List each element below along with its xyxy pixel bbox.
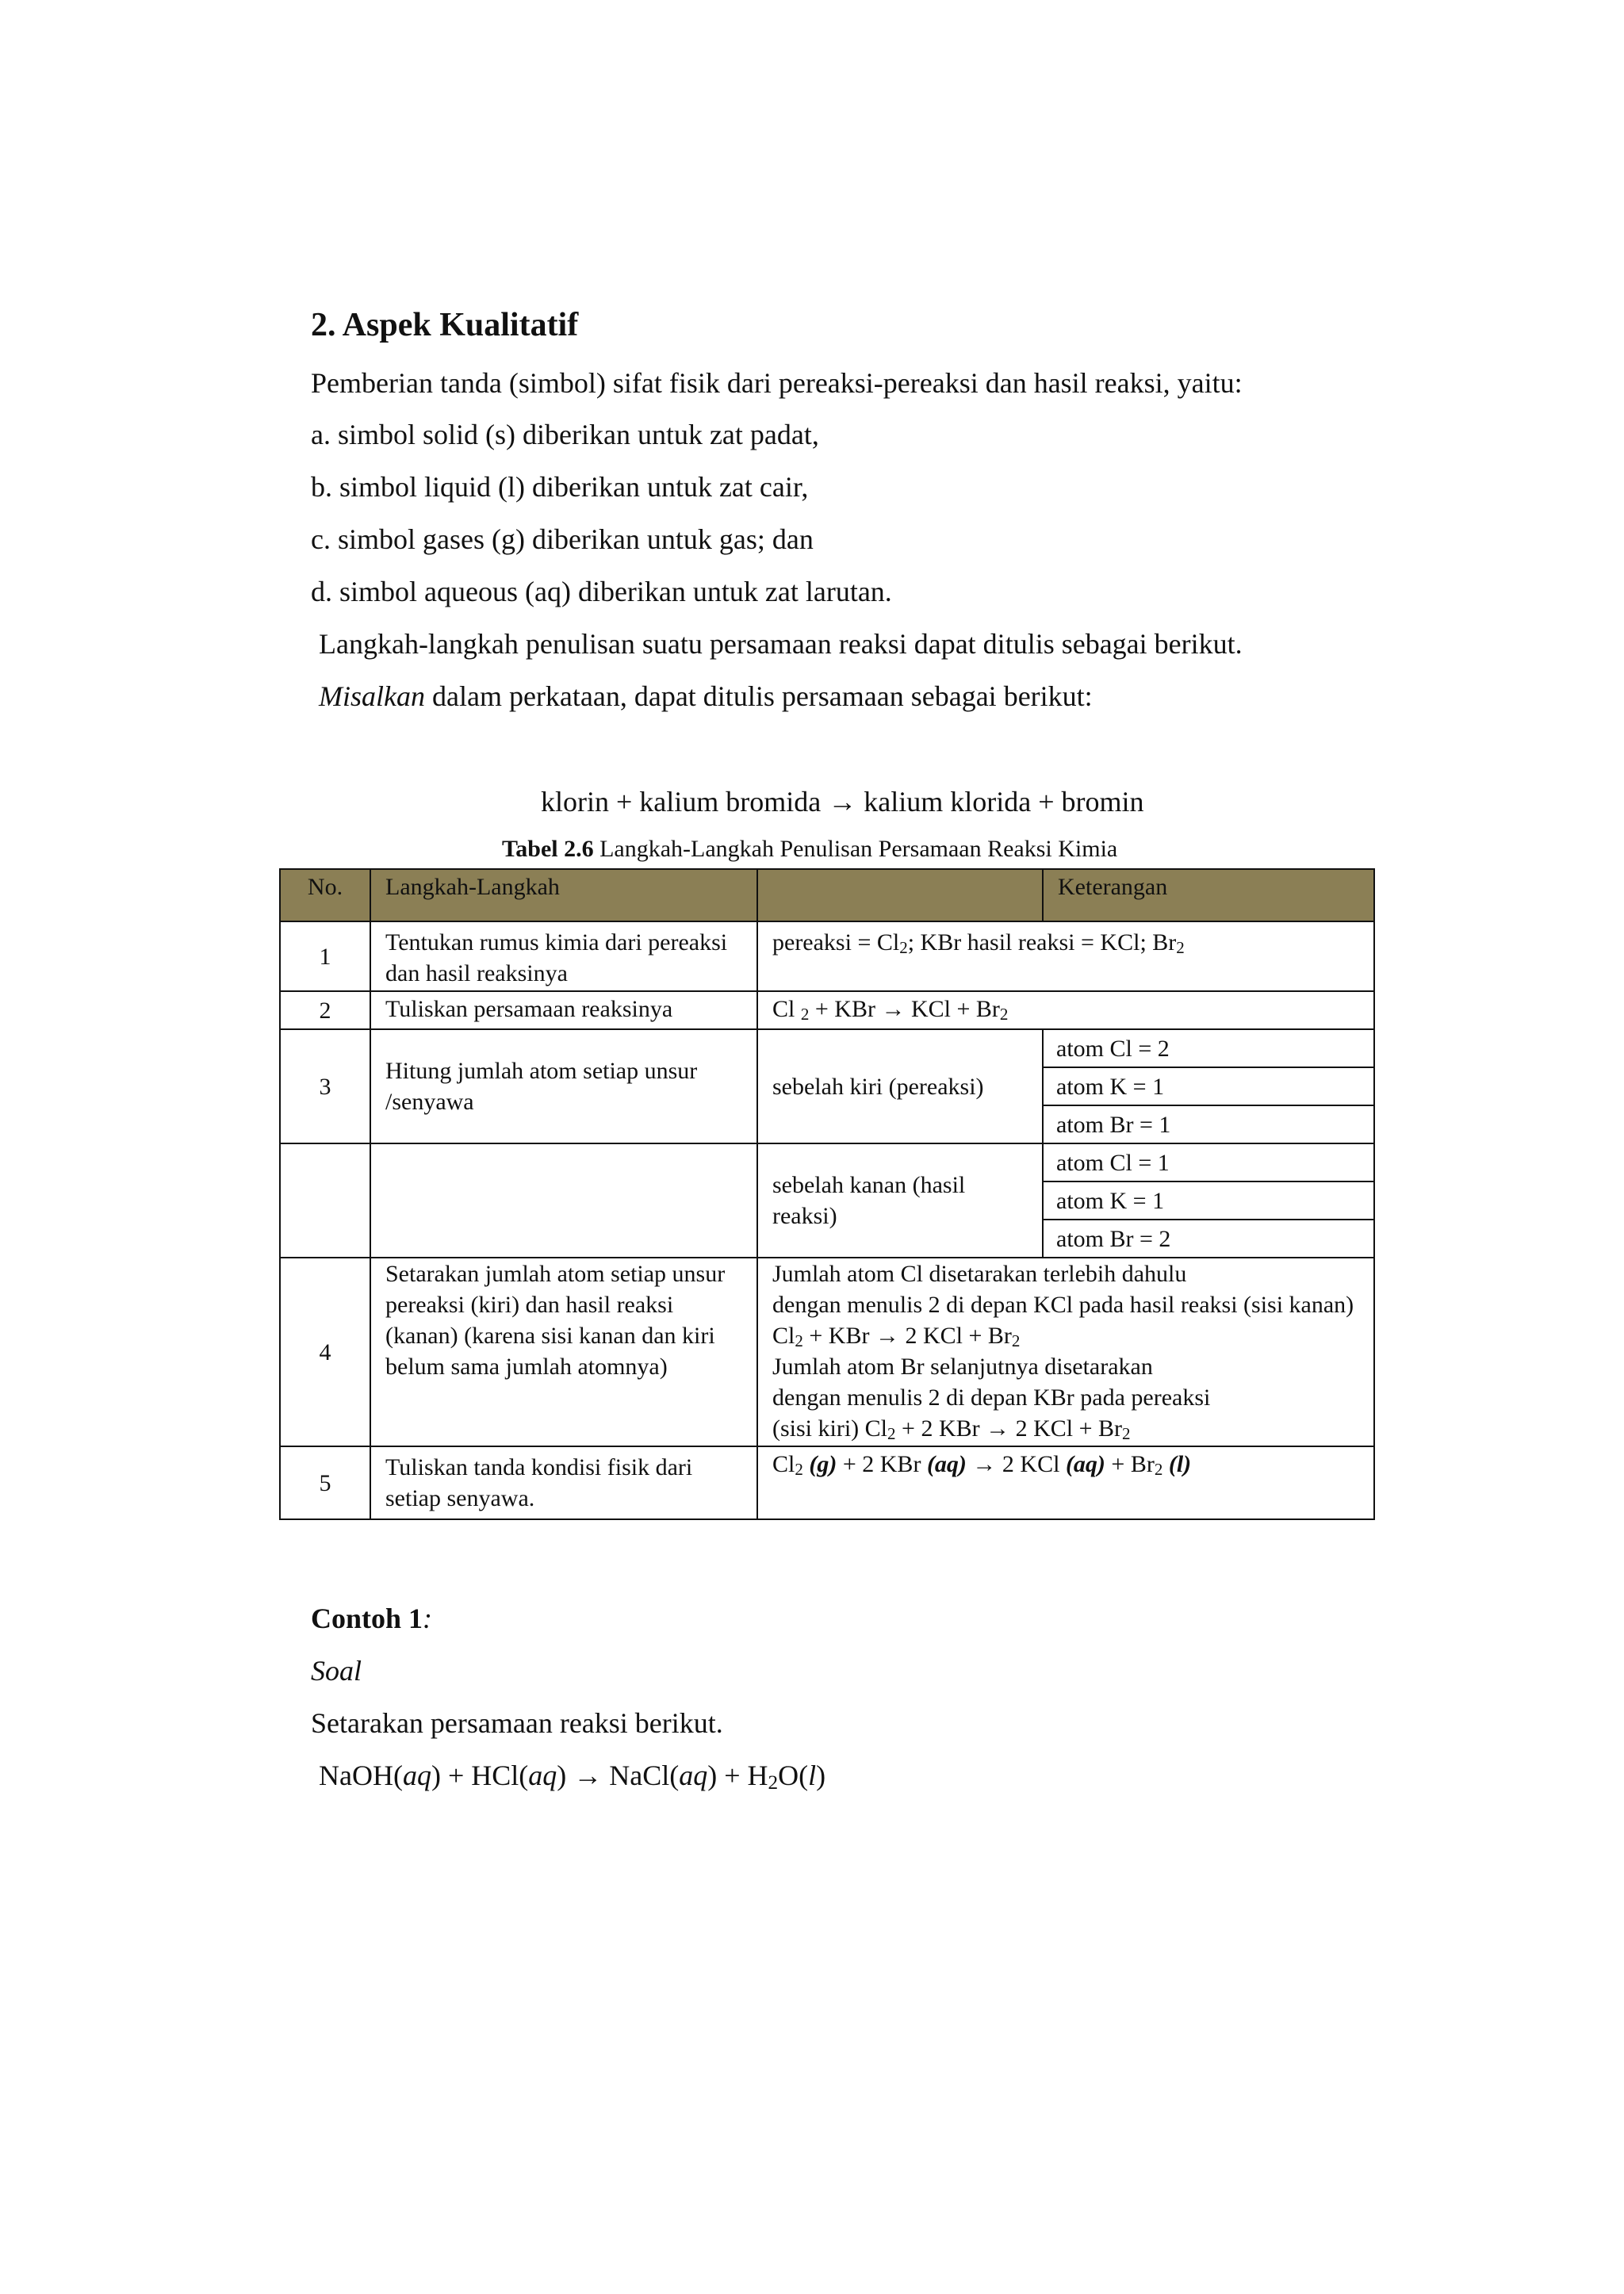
table-row xyxy=(280,1446,1374,1519)
table-header-row xyxy=(280,869,1374,921)
row-description: $Cl_2$ (g) + 2 KBr (aq) → 2 KCl $(aq) + Br_2$ (l) xyxy=(757,1446,1374,1519)
row-side: sebelah kiri (pereaksi) xyxy=(757,1029,1043,1143)
table-caption: Tabel 2.6 Langkah-Langkah Penulisan Persamaan Reaksi Kimia xyxy=(502,836,1118,862)
intro-paragraph: Pemberian tanda (simbol) sifat fisik dari pereaksi-pereaksi dan hasil reaksi, yaitu: xyxy=(311,367,1243,399)
table-row xyxy=(280,1143,1374,1181)
list-item: c. simbol gases (g) diberikan untuk gas; dan xyxy=(311,523,814,555)
row-number: 4 xyxy=(280,1258,370,1446)
atom-count: atom K = 1 xyxy=(1043,1181,1374,1220)
row-description: Jumlah atom Cl disetarakan terlebih dahulu dengan menulis 2 di depan KCl pada hasil reaksi (sisi kanan) $Cl_2$ + KBr → 2 KCl + $Br_2$ Jumlah atom Br selanjutnya disetarakan dengan menulis 2 di depan KBr pada pereaksi (sisi kiri) $Cl_2 + 2$ KBr → 2 KCl + $Br_2$ xyxy=(757,1258,1374,1446)
atom-count: atom Cl = 1 xyxy=(1043,1143,1374,1181)
row-number: 2 xyxy=(280,991,370,1029)
soal-label: Soal xyxy=(311,1655,362,1687)
row-number: 1 xyxy=(280,921,370,991)
row-number xyxy=(280,1143,370,1258)
row-step: Tuliskan persamaan reaksinya xyxy=(370,991,757,1029)
row-step: Setarakan jumlah atom setiap unsur pereaksi (kiri) dan hasil reaksi (kanan) (karena sisi kanan dan kiri belum sama jumlah atomnya) xyxy=(370,1258,757,1446)
row-step: Tuliskan tanda kondisi fisik dari setiap senyawa. xyxy=(370,1446,757,1519)
table-row xyxy=(280,1258,1374,1446)
steps-intro: Langkah-langkah penulisan suatu persamaan reaksi dapat ditulis sebagai berikut. xyxy=(319,628,1243,660)
row-step: Hitung jumlah atom setiap unsur /senyawa xyxy=(370,1029,757,1143)
contoh-heading: Contoh 1: xyxy=(311,1603,433,1634)
row-side: sebelah kanan (hasil reaksi) xyxy=(757,1143,1043,1258)
example-intro: Misalkan dalam perkataan, dapat ditulis persamaan sebagai berikut: xyxy=(319,680,1093,712)
row-description: Cl $_2$ + KBr → KCl + $Br_2$ xyxy=(757,991,1374,1029)
table-row xyxy=(280,991,1374,1029)
steps-table xyxy=(279,868,1375,1520)
row-number: 3 xyxy=(280,1029,370,1143)
header-keterangan: Keterangan xyxy=(1043,869,1374,921)
atom-count: atom K = 1 xyxy=(1043,1067,1374,1105)
list-item: a. simbol solid (s) diberikan untuk zat padat, xyxy=(311,419,819,450)
soal-text: Setarakan persamaan reaksi berikut. xyxy=(311,1707,723,1739)
soal-equation: NaOH(aq) + HCl(aq) → NaCl(aq) + $H_2O(l)$ xyxy=(319,1760,826,1794)
word-equation: klorin + kalium bromida → kalium klorida + bromin xyxy=(541,786,1144,818)
row-number: 5 xyxy=(280,1446,370,1519)
list-item: b. simbol liquid (l) diberikan untuk zat cair, xyxy=(311,471,809,503)
row-step: Tentukan rumus kimia dari pereaksi dan hasil reaksinya xyxy=(370,921,757,991)
section-heading: 2. Aspek Kualitatif xyxy=(311,307,579,343)
row-description: pereaksi = $Cl_2$; KBr hasil reaksi = KCl; $Br_2$ xyxy=(757,921,1374,991)
header-steps: Langkah-Langkah xyxy=(370,869,757,921)
header-empty xyxy=(757,869,1043,921)
atom-count: atom Br = 1 xyxy=(1043,1105,1374,1143)
atom-count: atom Br = 2 xyxy=(1043,1220,1374,1258)
list-item: d. simbol aqueous (aq) diberikan untuk zat larutan. xyxy=(311,576,892,607)
table-row xyxy=(280,921,1374,991)
row-step xyxy=(370,1143,757,1258)
table-row xyxy=(280,1029,1374,1067)
header-no: No. xyxy=(280,869,370,921)
atom-count: atom Cl = 2 xyxy=(1043,1029,1374,1067)
